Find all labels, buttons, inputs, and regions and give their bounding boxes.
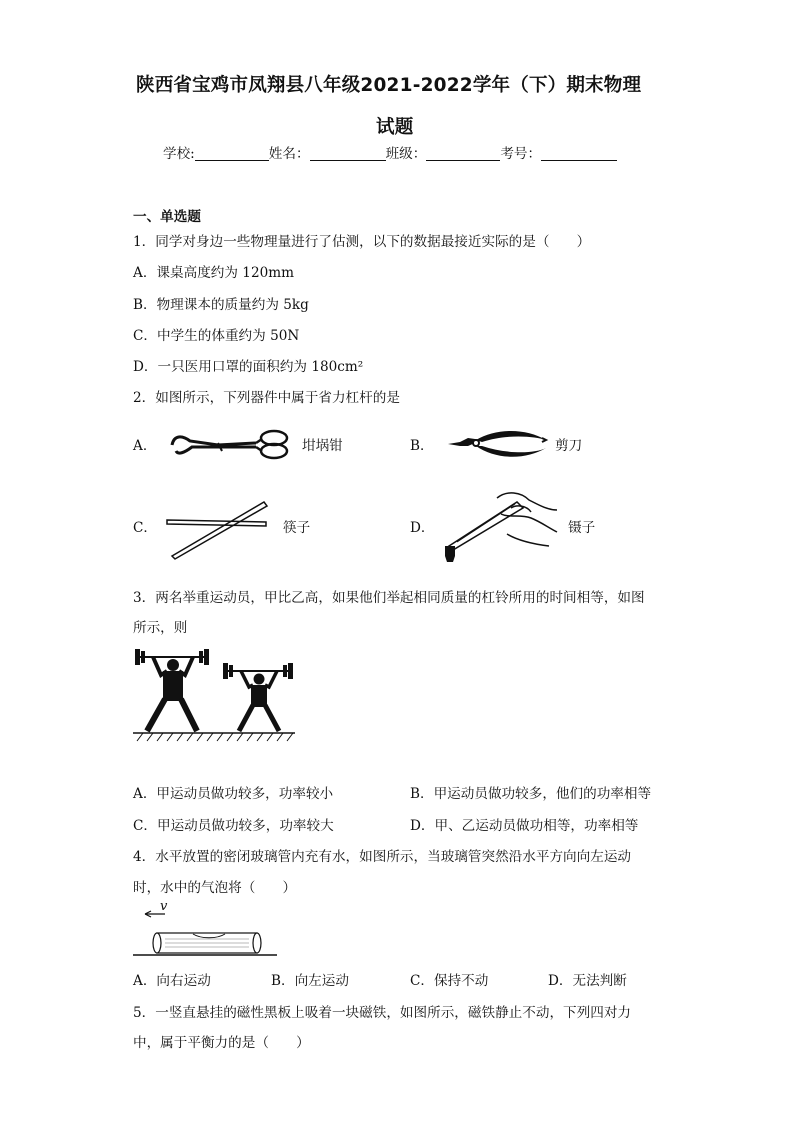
q2-option-a-letter: A． xyxy=(133,438,157,454)
q1-option-b: B．物理课本的质量约为 5kg xyxy=(133,297,309,313)
chopsticks-image xyxy=(164,498,270,560)
page-title-line2: 试题 xyxy=(376,117,414,138)
class-blank[interactable] xyxy=(426,146,500,161)
school-label: 学校: xyxy=(163,146,195,162)
q1-option-d: D．一只医用口罩的面积约为 180cm² xyxy=(133,359,364,375)
q3-option-a: A．甲运动员做功较多，功率较小 xyxy=(133,786,334,802)
q1-stem: 1．同学对身边一些物理量进行了估测，以下的数据最接近实际的是（ ） xyxy=(133,234,591,250)
q2-option-a-label: 坩埚钳 xyxy=(302,438,343,454)
q5-stem-line2: 中，属于平衡力的是（ ） xyxy=(133,1035,310,1051)
q4-stem-line2: 时，水中的气泡将（ ） xyxy=(133,880,297,896)
q2-stem: 2．如图所示，下列器件中属于省力杠杆的是 xyxy=(133,390,400,406)
q2-option-c-letter: C． xyxy=(133,520,157,536)
q3-option-c: C．甲运动员做功较多，功率较大 xyxy=(133,818,334,834)
q4-option-b: B．向左运动 xyxy=(271,973,349,989)
q3-stem-line2: 所示，则 xyxy=(133,620,188,636)
q4-option-c: C．保持不动 xyxy=(410,973,489,989)
q4-option-d: D．无法判断 xyxy=(548,973,627,989)
scissors-image xyxy=(446,426,550,464)
q1-option-a: A．课桌高度约为 120mm xyxy=(133,265,295,281)
q4-stem-line1: 4．水平放置的密闭玻璃管内充有水，如图所示，当玻璃管突然沿水平方向向左运动 xyxy=(133,849,632,865)
page-title-line1: 陕西省宝鸡市凤翔县八年级2021-2022学年（下）期末物理 xyxy=(136,75,642,96)
q5-stem-line1: 5．一竖直悬挂的磁性黑板上吸着一块磁铁，如图所示，磁铁静止不动，下列四对力 xyxy=(133,1005,632,1021)
q2-option-c-label: 筷子 xyxy=(283,520,311,536)
school-blank[interactable] xyxy=(195,146,269,161)
velocity-label: v xyxy=(160,899,168,914)
number-blank[interactable] xyxy=(541,146,617,161)
name-label: 姓名： xyxy=(268,146,310,162)
q2-option-b-letter: B． xyxy=(410,438,434,454)
q1-option-c: C．中学生的体重约为 50N xyxy=(133,328,300,344)
student-info-row xyxy=(163,145,617,163)
glass-tube-image xyxy=(131,905,281,959)
weightlifters-image xyxy=(131,645,297,743)
class-label: 班级： xyxy=(385,146,427,162)
q2-option-b-label: 剪刀 xyxy=(555,438,583,454)
number-label: 考号： xyxy=(500,146,542,162)
q3-stem-line1: 3．两名举重运动员，甲比乙高，如果他们举起相同质量的杠铃所用的时间相等，如图 xyxy=(133,590,645,606)
q3-option-b: B．甲运动员做功较多，他们的功率相等 xyxy=(410,786,652,802)
q3-option-d: D．甲、乙运动员做功相等，功率相等 xyxy=(410,818,639,834)
q2-option-d-letter: D． xyxy=(410,520,435,536)
name-blank[interactable] xyxy=(310,146,386,161)
q2-option-d-label: 镊子 xyxy=(568,520,596,536)
q4-option-a: A．向右运动 xyxy=(133,973,211,989)
crucible-tongs-image xyxy=(168,425,294,461)
section-heading: 一、单选题 xyxy=(133,209,201,225)
tweezers-with-hand-image xyxy=(437,488,561,564)
